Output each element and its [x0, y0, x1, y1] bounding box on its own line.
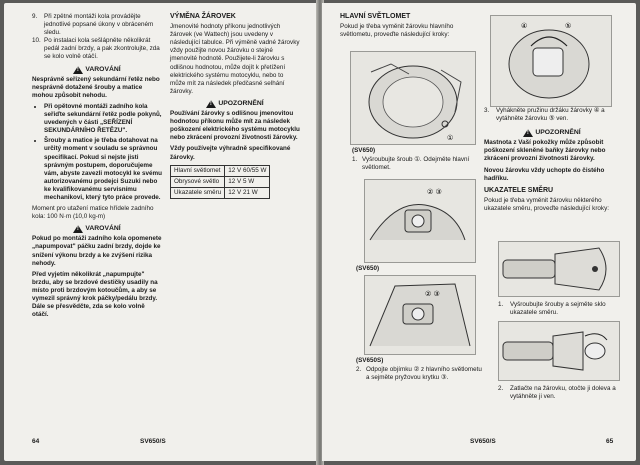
caution-heading-right: ! UPOZORNĚNÍ — [484, 129, 620, 137]
svg-text:⑤: ⑤ — [565, 22, 572, 30]
headlight-figure-2 — [364, 179, 476, 263]
figure-label-sv650: (SV650) — [352, 147, 376, 154]
bulbs-intro: Jmenovité hodnoty příkonu jednotlivých žárovek (ve Wattech) jsou uvedeny v následující tabulce. Při výměně vadné žárovky vždy použijte novou žárovku o stejné jmenovité hodnotě. Použijete-li žárovku s odlišnou hodnotou, může dojít k přetížení elektrického systému motocyklu, nebo to může mít za následek předčasné selhání žárovky. — [170, 23, 300, 95]
svg-text:② ③: ② ③ — [427, 188, 442, 196]
caution-text-right: Mastnota z Vaší pokožky může způsobit poškození skleněné baňky žárovky nebo zkrácení provozní životnosti žárovky. — [484, 139, 606, 163]
headlight-step-3: 3. Vyhákněte pružinu držáku žárovky ④ a vytáhněte žárovku ⑤ ven. — [484, 107, 605, 123]
svg-text:④: ④ — [521, 22, 528, 30]
left-column-2 — [170, 13, 300, 199]
page-number-left: 64 — [32, 438, 40, 445]
model-footer-right: SV650/S — [470, 438, 496, 445]
pump-text: Před vyjetím několikrát „napumpujte" brzdu, aby se brzdové destičky usadily na místo proti brzdovým kotoučům, a aby se vymezil správný krok páčky/pedálu brzdy. Dále se přesvědčte, zda se kolo volně otáčí. — [32, 270, 158, 319]
warning-heading-2: ! VAROVÁNÍ — [32, 225, 162, 233]
caution-text: Používání žárovky s odlišnou jmenovitou hodnotou příkonu může mít za následek poškození elektrického systému motocyklu nebo zkrácení provozní životnosti žárovky. — [170, 110, 300, 142]
warning-bullets — [32, 103, 162, 202]
bullet-item: • Při opětovné montáži zadního kola seřiďte sekundární řetěz podle pokynů, uvedených v části „SEŘÍZENÍ SEKUNDÁRNÍHO ŘETĚZU". — [44, 103, 162, 135]
section-title-turn-signals: UKAZATELE SMĚRU — [484, 186, 554, 194]
headlight-step-1: 1. Vyšroubujte šroub ①. Odejměte hlavní světlomet. — [352, 156, 470, 171]
section-title-headlight: HLAVNÍ SVĚTLOMET — [340, 13, 411, 20]
right-page — [322, 3, 636, 461]
headlight-step-2: 2. Odpojte objímku ② z hlavního světlometu a sejměte pryžovou krytku ③. — [356, 366, 482, 381]
left-page — [4, 3, 318, 461]
turn-step-1: 1. Vyšroubujte šrouby a sejměte sklo ukazatele směru. — [498, 301, 606, 316]
warning-text-2: Pokud po montáži zadního kola opomenete „napumpovat" páčku zadní brzdy, dojde ke snížení výkonu brzdy a ke zvýšení rizika nehody. — [32, 235, 162, 267]
headlight-intro: Pokud je třeba vyměnit žárovku hlavního světlometu, proveďte následující kroky: — [340, 23, 454, 39]
right-column-2 — [484, 107, 620, 216]
headlight-figure-3 — [364, 275, 476, 355]
bulb-spec-table — [170, 165, 270, 199]
turn-intro: Pokud je třeba vyměnit žárovku některého ukazatele směru, proveďte následující kroky: — [484, 196, 609, 212]
section-title-bulbs: VÝMĚNA ŽÁROVEK — [170, 13, 236, 20]
step-10: 10. Po instalaci kola sešlápněte několikrát pedál zadní brzdy, a pak zkontrolujte, zda se kolo volně otáčí. — [32, 37, 160, 61]
table-row: Ukazatele směru 12 V 21 W — [171, 187, 270, 198]
figure-label-sv650-2: (SV650) — [356, 265, 380, 272]
right-column-1 — [340, 13, 472, 42]
svg-text:①: ① — [447, 134, 454, 142]
spec-note: Vždy používejte výhradně specifikované žárovky. — [170, 145, 291, 161]
caution-heading: ! UPOZORNĚNÍ — [170, 100, 300, 108]
caution-note-right: Novou žárovku vždy uchopte do čistého hadříku. — [484, 166, 605, 182]
table-row: Hlavní světlomet 12 V 60/55 W — [171, 165, 270, 176]
model-footer-left: SV650/S — [140, 438, 166, 445]
page-number-right: 65 — [606, 438, 614, 445]
table-row: Obrysové světlo 12 V 5 W — [171, 176, 270, 187]
warning-icon — [73, 225, 83, 233]
caution-icon — [523, 129, 533, 137]
turn-step-2: 2. Zatlačte na žárovku, otočte ji doleva a vytáhněte ji ven. — [498, 385, 616, 400]
warning-icon — [73, 66, 83, 74]
svg-text:② ③: ② ③ — [425, 290, 440, 298]
figure-label-sv650s: (SV650S) — [356, 357, 384, 364]
warning-heading-1: ! VAROVÁNÍ — [32, 66, 162, 74]
torque-text: Moment pro utažení matice hřídele zadního kola: 100 N·m (10,0 kg-m) — [32, 205, 154, 221]
caution-icon — [206, 100, 216, 108]
step-9: 9. Při zpětné montáži kola provádějte jednotlivé popsané úkony v obráceném sledu. — [32, 13, 154, 37]
bulb-holder-figure — [490, 15, 612, 107]
turn-signal-figure-1 — [498, 241, 620, 297]
left-column-1 — [32, 13, 162, 322]
bullet-item: • Šrouby a matice je třeba dotahovat na určitý moment v souladu se správnou specifikací. Pokud si nejste jisti správným postupem, doporučujeme vám, abyste zavezli motocykl ke svému autorizovanému prodejci Suzuki nebo ke kvalifikovanému servisnímu mechanikovi, který tyto práce provede. — [44, 137, 162, 202]
warning-text-1: Nesprávně seřízený sekundární řetěz nebo nesprávně dotažené šrouby a matice mohou způsobit nehodu. — [32, 75, 160, 99]
headlight-figure-1 — [350, 51, 476, 145]
turn-signal-figure-2 — [498, 321, 620, 381]
